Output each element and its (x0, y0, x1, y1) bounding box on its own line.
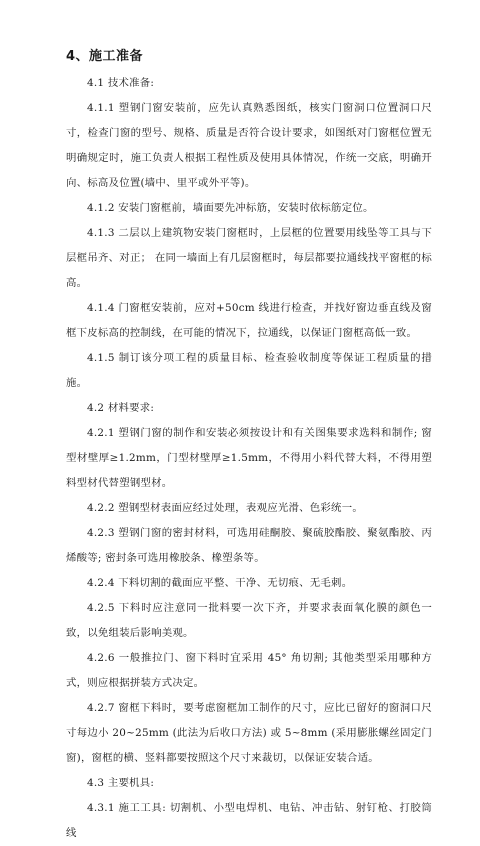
paragraph-4-2-1: 4.2.1 塑钢门窗的制作和安装必须按设计和有关图集要求选料和制作; 窗型材壁厚≥1.2mm，门型材壁厚≥1.5mm，不得用小料代替大料，不得用塑料型材代替塑钢型材。 (66, 427, 432, 489)
paragraph-4-2-4: 4.2.4 下料切割的截面应平整、干净、无切痕、无毛刺。 (87, 577, 353, 589)
paragraph-4-2-7: 4.2.7 窗框下料时，要考虑窗框加工制作的尺寸，应比已留好的窗洞口尺寸每边小 20~25mm (此法为后收口方法) 或 5~8mm (采用膨胀螺丝固定门窗)，窗框的横、竖料都要按照这个尺寸来裁切，以保证安装合适。 (66, 702, 432, 764)
paragraph-4-2: 4.2 材料要求: (87, 402, 155, 414)
paragraph-4-1: 4.1 技术准备: (87, 77, 155, 89)
paragraph-4-2-2: 4.2.2 塑钢型材表面应经过处理，表观应光滑、色彩统一。 (87, 502, 363, 514)
paragraph-4-2-6: 4.2.6 一般推拉门、窗下料时宜采用 45° 角切割; 其他类型采用哪种方式，则应根据拼装方式决定。 (66, 652, 432, 689)
paragraph-4-2-3: 4.2.3 塑钢门窗的密封材料，可选用硅酮胶、聚硫胶酯胶、聚氨酯胶、丙烯酸等; 密封条可选用橡胶条、橡塑条等。 (66, 527, 432, 564)
paragraph-4-2-5: 4.2.5 下料时应注意同一批料要一次下齐，并要求表面氧化膜的颜色一致，以免组装后影响美观。 (66, 602, 432, 639)
paragraph-4-1-4: 4.1.4 门窗框安装前，应对+50cm 线进行检查，并找好窗边垂直线及窗框下皮标高的控制线，在可能的情况下，拉通线，以保证门窗框高低一致。 (66, 302, 432, 339)
section-heading: 4、施工准备 (66, 49, 144, 64)
paragraph-4-1-1: 4.1.1 塑钢门窗安装前，应先认真熟悉图纸，核实门窗洞口位置洞口尺寸，检查门窗的型号、规格、质量是否符合设计要求，如图纸对门窗框位置无明确规定时，施工负责人根据工程性质及使用具体情况，作统一交底，明确开向、标高及位置(墙中、里平或外平等)。 (66, 102, 432, 189)
paragraph-4-1-3: 4.1.3 二层以上建筑物安装门窗框时，上层框的位置要用线坠等工具与下层框吊齐、对正； 在同一墙面上有几层窗框时，每层都要拉通线找平窗框的标高。 (66, 227, 432, 289)
paragraph-4-1-5: 4.1.5 制订该分项工程的质量目标、检查验收制度等保证工程质量的措施。 (66, 352, 432, 389)
paragraph-4-1-2: 4.1.2 安装门窗框前，墙面要先冲标筋，安装时依标筋定位。 (87, 202, 374, 214)
paragraph-4-3: 4.3 主要机具: (87, 777, 155, 789)
paragraph-4-3-1: 4.3.1 施工工具: 切割机、小型电焊机、电钻、冲击钻、射钉枪、打胶筒线 (66, 802, 432, 839)
